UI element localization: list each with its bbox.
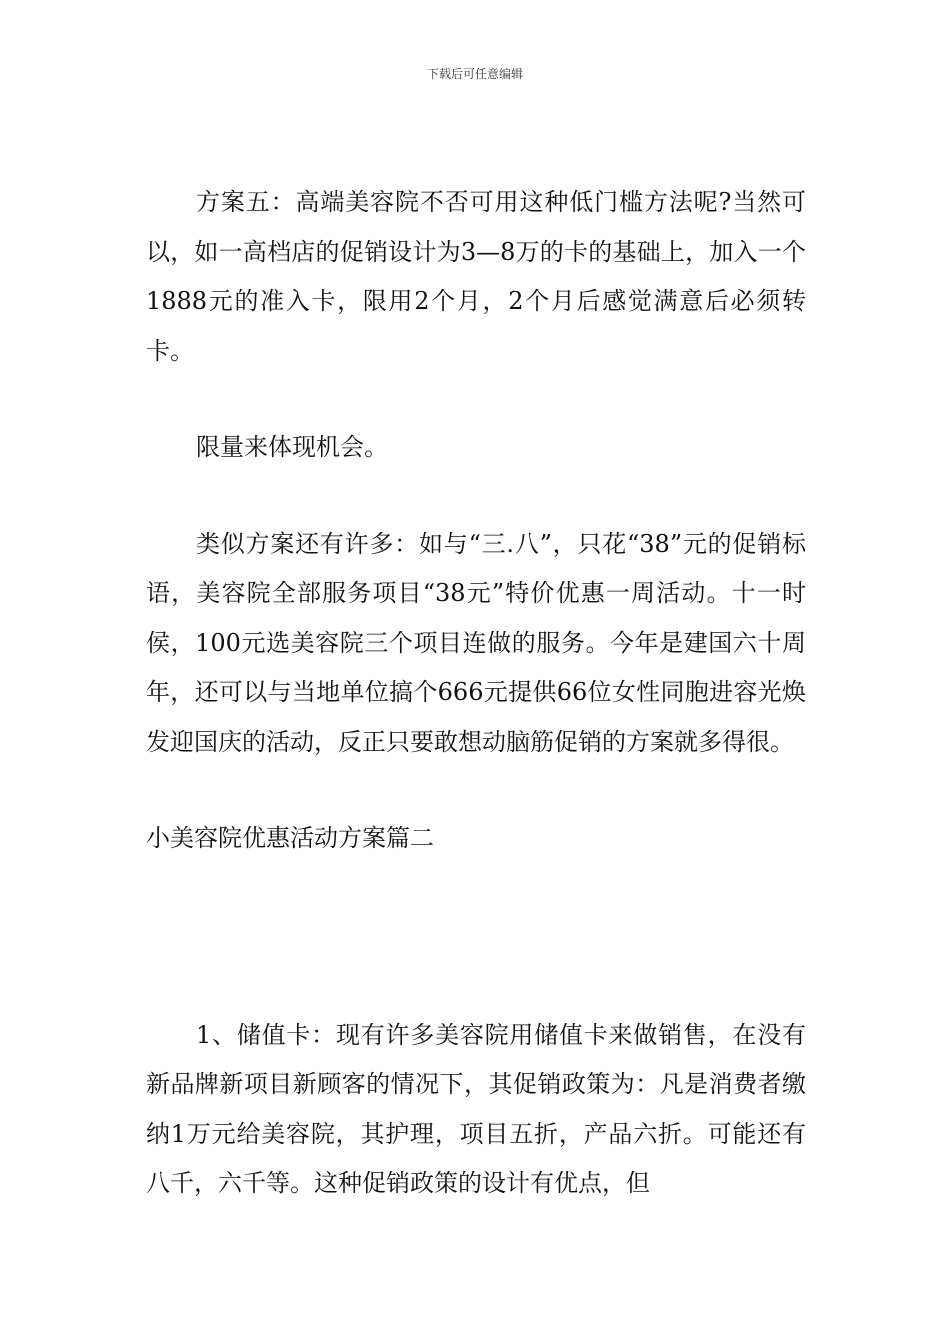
paragraph-plan-five: 方案五：高端美容院不否可用这种低门槛方法呢?当然可以，如一高档店的促销设计为3—8万的卡的基础上，加入一个1888元的准入卡，限用2个月，2个月后感觉满意后必须转卡。: [146, 188, 806, 365]
page-header: 下载后可任意编辑: [426, 67, 523, 81]
paragraph-limited-quantity: 限量来体现机会。: [196, 433, 388, 461]
paragraph-similar-plans: 类似方案还有许多：如与“三.八”，只花“38”元的促销标语，美容院全部服务项目“38元”特价优惠一周活动。十一时侯，100元选美容院三个项目连做的服务。今年是建国六十周年，还可以与当地单位搞个666元提供66位女性同胞进容光焕发迎国庆的活动，反正只要敢想动脑筋促销的方案就多得很。: [146, 529, 806, 756]
section-heading: 小美容院优惠活动方案篇二: [146, 824, 434, 852]
paragraph-stored-value-card: 1、储值卡：现有许多美容院用储值卡来做销售，在没有新品牌新项目新顾客的情况下，其促销政策为：凡是消费者缴纳1万元给美容院，其护理，项目五折，产品六折。可能还有八千，六千等。这种促销政策的设计有优点，但: [146, 1020, 806, 1197]
document-body: [146, 178, 806, 1209]
